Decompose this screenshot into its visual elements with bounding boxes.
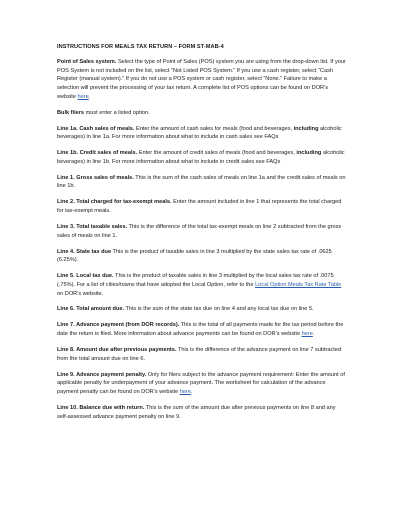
line-5-section bbox=[57, 272, 346, 298]
line-2-text: Enter the amount included in line 1 that represents the total charged for tax-exempt meals. bbox=[57, 199, 342, 215]
line-7-text: This is the total of all payments made for the tax period before the date the return is filed. More information about advance payments can be found on DOR’s website bbox=[57, 322, 344, 338]
line-10-text: This is the sum of the amount due after previous payments on line 8 and any self-assessed advance payment penalty on line 9. bbox=[57, 404, 336, 420]
advance-payments-here-link[interactable]: here bbox=[301, 331, 313, 338]
line-6-section bbox=[57, 305, 346, 314]
line-1a-text-cont: alcoholic beverages) in line 1a. For more information about what to include in cash sales see FAQs bbox=[57, 125, 342, 141]
line-9-section bbox=[57, 371, 346, 397]
line-7-section bbox=[57, 321, 346, 338]
bulk-filers-section bbox=[57, 109, 346, 118]
line-1a-text: Enter the amount of cash sales for meals (food and beverages, bbox=[134, 125, 294, 132]
pos-heading: Point of Sales system. bbox=[57, 59, 117, 65]
line-6-heading: Line 6. Total amount due. bbox=[57, 306, 125, 313]
line-9-end: . bbox=[190, 388, 193, 395]
pos-here-link[interactable]: here bbox=[77, 93, 89, 100]
document-title: INSTRUCTIONS FOR MEALS TAX RETURN – FORM ST-MAB-4 bbox=[57, 44, 224, 50]
line-10-heading: Line 10. Balance due with return. bbox=[57, 404, 145, 411]
line-2-section bbox=[57, 198, 346, 215]
line-1a-including: including bbox=[293, 125, 319, 132]
line-4-section bbox=[57, 248, 346, 265]
line-5-text: This is the product of taxable sales in line 3 multiplied by the local sales tax rate of .0075 (.75%). For a list of cities/towns that have adopted the Local Option, refer to the bbox=[57, 273, 334, 288]
line-2-heading: Line 2. Total charged for tax-exempt meals. bbox=[57, 199, 172, 206]
line-8-section bbox=[57, 346, 346, 363]
line-9-text: Only for filers subject to the advance payment requirement: Enter the amount of applicable penalty for underpayment of your advance payment. The worksheet for calculation of the advance payment penalty can be found on DOR’s website bbox=[57, 371, 345, 395]
line-1a-heading: Line 1a. Cash sales of meals. bbox=[57, 125, 135, 132]
line-5-heading: Line 5. Local tax due. bbox=[57, 273, 114, 280]
line-1-section bbox=[57, 174, 346, 191]
pos-text: Select the type of Point of Sales (POS) system you are using from the drop-down list. If your POS System is not included on the list, select “Not Listed POS System.” If you use a cash register, select “Cash Register (manual system).” If you do not use a POS system or cash register, select “None.” Failure to make a selection will prevent the processing of your tax return. A complete list of POS options can be found on DOR’s website bbox=[57, 59, 346, 100]
line-7-end: . bbox=[312, 331, 315, 338]
line-7-heading: Line 7. Advance payment (from DOR records). bbox=[57, 322, 180, 329]
bulk-text: must enter a listed option. bbox=[84, 109, 150, 116]
penalty-worksheet-here-link[interactable]: here bbox=[179, 388, 191, 395]
line-1b-text: Enter the amount of credit sales of meals (food and beverages, bbox=[137, 150, 297, 157]
line-3-heading: Line 3. Total taxable sales. bbox=[57, 223, 128, 230]
local-option-table-link[interactable]: Local Option Meals Tax Rate Table bbox=[255, 281, 342, 288]
line-1b-section bbox=[57, 149, 346, 166]
line-1a-section bbox=[57, 125, 346, 142]
line-6-text: This is the sum of the state tax due on line 4 and any local tax due on line 5. bbox=[124, 306, 314, 313]
line-3-section bbox=[57, 223, 346, 240]
line-1b-including: including bbox=[296, 150, 322, 157]
line-1b-text-cont: alcoholic beverages) in line 1b. For more information about what to include in credit sales see FAQs bbox=[57, 150, 345, 165]
line-1-heading: Line 1. Gross sales of meals. bbox=[57, 174, 134, 181]
line-5-end: on DOR’s website. bbox=[57, 290, 104, 297]
line-9-heading: Line 9. Advance payment penalty. bbox=[57, 371, 147, 378]
line-4-text: This is the product of taxable sales in line 3 multiplied by the state sales tax rate of .0625 (6.25%). bbox=[57, 248, 332, 264]
line-1b-heading: Line 1b. Credit sales of meals. bbox=[57, 150, 138, 157]
line-10-section bbox=[57, 404, 346, 421]
line-3-text: This is the difference of the total tax-exempt meals on line 2 subtracted from the gross sales of meals on line 1. bbox=[57, 223, 342, 239]
pos-section bbox=[57, 58, 346, 102]
bulk-heading: Bulk filers bbox=[57, 109, 85, 116]
pos-end: . bbox=[88, 93, 91, 100]
line-4-heading: Line 4. State tax due bbox=[57, 248, 112, 255]
line-8-text: This is the difference of the advance payment on line 7 subtracted from the total amount due on line 6. bbox=[57, 346, 342, 362]
line-1-text: This is the sum of the cash sales of meals on line 1a and the credit sales of meals on line 1b. bbox=[57, 174, 346, 190]
line-8-heading: Line 8. Amount due after previous payments. bbox=[57, 346, 177, 353]
